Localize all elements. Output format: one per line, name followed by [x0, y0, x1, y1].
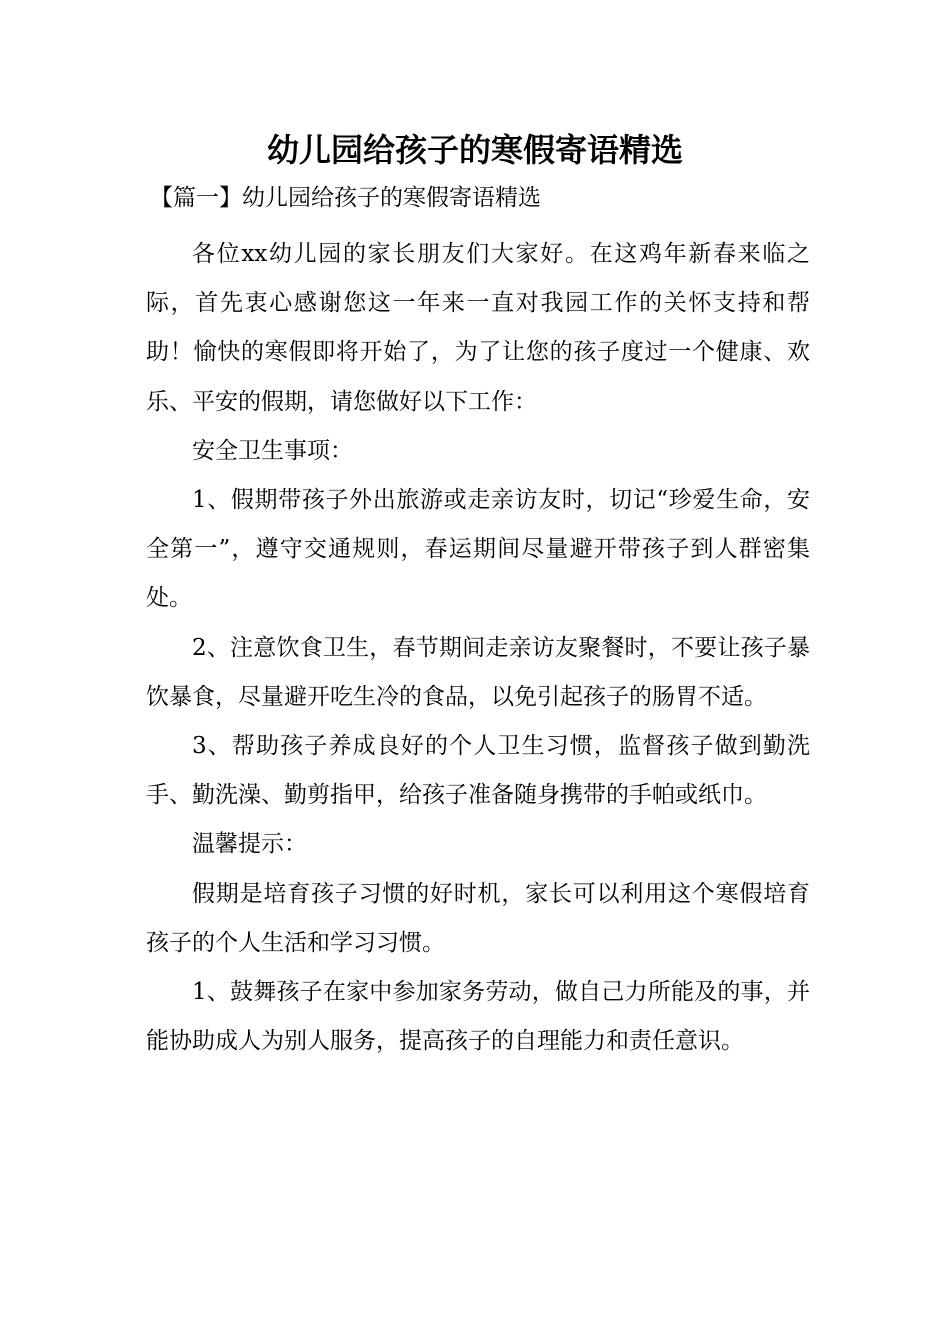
- paragraph-safety-1: 1、假期带孩子外出旅游或走亲访友时，切记“珍爱生命，安全第一”，遵守交通规则，春运期间尽量避开带孩子到人群密集处。: [146, 487, 810, 612]
- paragraph-tips-1: 1、鼓舞孩子在家中参加家务劳动，做自己力所能及的事，并能协助成人为别人服务，提高孩子的自理能力和责任意识。: [146, 979, 810, 1055]
- paragraph-tips-heading: 温馨提示：: [192, 831, 307, 858]
- paragraph-safety-2: 2、注意饮食卫生，春节期间走亲访友聚餐时，不要让孩子暴饮暴食，尽量避开吃生冷的食品，以免引起孩子的肠胃不适。: [146, 634, 810, 710]
- document-title: 幼儿园给孩子的寒假寄语精选: [266, 131, 683, 169]
- document-body: [146, 230, 810, 1066]
- paragraph-safety-heading: 安全卫生事项：: [192, 437, 353, 464]
- paragraph-greeting: 各位xx幼儿园的家长朋友们大家好。在这鸡年新春来临之际，首先衷心感谢您这一年来一直对我园工作的关怀支持和帮助！愉快的寒假即将开始了，为了让您的孩子度过一个健康、欢乐、平安的假期，请您做好以下工作：: [146, 241, 810, 415]
- paragraph-safety-3: 3、帮助孩子养成良好的个人卫生习惯，监督孩子做到勤洗手、勤洗澡、勤剪指甲，给孩子准备随身携带的手帕或纸巾。: [146, 733, 810, 809]
- paragraph-tips-intro: 假期是培育孩子习惯的好时机，家长可以利用这个寒假培育孩子的个人生活和学习习惯。: [146, 880, 810, 956]
- section-heading: 【篇一】幼儿园给孩子的寒假寄语精选: [150, 185, 541, 211]
